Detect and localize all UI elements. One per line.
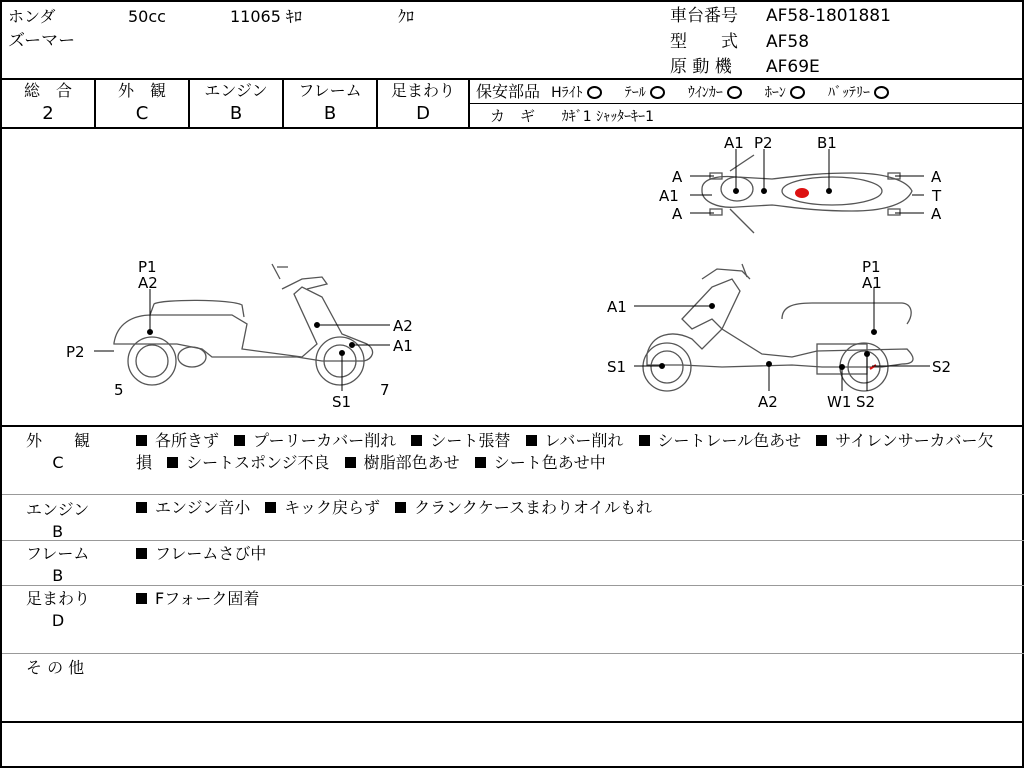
divider [2, 721, 1024, 723]
divider [470, 103, 1024, 104]
label-s1-right: S1 [607, 358, 627, 376]
displacement: 50cc [128, 7, 166, 26]
ok-circle-icon [874, 86, 889, 99]
label-s1-left: S1 [332, 393, 352, 411]
safety-item: ﾎｰﾝ [764, 85, 786, 101]
ok-circle-icon [650, 86, 665, 99]
label-s2-right: S2 [932, 358, 952, 376]
safety-item: ﾊﾞｯﾃﾘｰ [828, 85, 871, 101]
label-a1-right: A1 [607, 298, 627, 316]
model-code: AF58 [766, 32, 810, 52]
label-p1-left: P1 [138, 258, 157, 276]
model-label: 型 式 [670, 32, 738, 52]
grade-suspension: 足まわり D [378, 80, 470, 128]
divider [2, 540, 1024, 541]
label-a: A [931, 205, 942, 223]
section-engine-label: エンジン B [26, 500, 90, 541]
frame-no: AF58-1801881 [766, 6, 891, 26]
section-suspension-label: 足まわり D [26, 589, 91, 630]
section-exterior-label: 外 観 C [26, 431, 91, 472]
grade-frame: フレーム B [284, 80, 378, 128]
key-row [490, 106, 654, 127]
label-p2-left: P2 [66, 343, 85, 361]
grade-engine: エンジン B [190, 80, 284, 128]
label-b1-top: B1 [817, 134, 837, 152]
label-7: 7 [380, 381, 390, 399]
grade-exterior: 外 観 C [96, 80, 190, 128]
key-value: ｶｷﾞ1 ｼｬｯﾀｰｷｰ1 [561, 109, 655, 125]
model-name: ズーマー [8, 31, 76, 51]
divider [2, 425, 1024, 427]
mileage: 11065 ｷﾛ [230, 7, 302, 26]
label-a1-right: A1 [862, 274, 882, 292]
label-a1-top: A1 [724, 134, 744, 152]
frame-no-label: 車台番号 [670, 6, 738, 26]
label-a: A [672, 168, 683, 186]
maker: ホンダ [8, 7, 56, 26]
damage-diagram [2, 129, 1024, 425]
label-a: A [931, 168, 942, 186]
label-5: 5 [114, 381, 124, 399]
ok-circle-icon [790, 86, 805, 99]
label-a1: A1 [659, 187, 679, 205]
safety-item: ﾃｰﾙ [624, 85, 646, 101]
engine-label: 原 動 機 [670, 57, 732, 77]
safety-item: Hﾗｲﾄ [551, 85, 583, 101]
safety-row [476, 82, 889, 103]
damage-mark-icon [795, 188, 809, 198]
section-engine-notes: エンジン音小 キック戻らず クランクケースまわりオイルもれ [136, 497, 1016, 519]
key-label: カ ギ [490, 107, 536, 125]
label-t: T [932, 187, 942, 205]
grade-overall: 総 合 2 [2, 80, 96, 128]
divider [2, 494, 1024, 495]
label-a2-left: A2 [393, 317, 413, 335]
safety-item: ｳｲﾝｶｰ [687, 85, 723, 101]
section-frame-label: フレーム B [26, 544, 90, 585]
label-p2-top: P2 [754, 134, 773, 152]
section-frame-notes: フレームさび中 [136, 543, 1016, 565]
ok-circle-icon [727, 86, 742, 99]
label-a2-right: A2 [758, 393, 778, 411]
divider [2, 653, 1024, 654]
label-s2-right: S2 [856, 393, 876, 411]
label-a: A [672, 205, 683, 223]
section-other-label: そ の 他 [26, 658, 85, 677]
section-suspension-notes: Fフォーク固着 [136, 588, 1016, 610]
safety-label: 保安部品 [476, 82, 541, 101]
engine-code: AF69E [766, 57, 820, 77]
section-exterior-notes: 各所きず プーリーカバー削れ シート張替 レバー削れ シートレール色あせ サイレンサーカバー欠損 シートスポンジ不良 樹脂部色あせ シート色あせ中 [136, 431, 994, 472]
label-w1-right: W1 [827, 393, 852, 411]
divider [2, 585, 1024, 586]
label-a1-left: A1 [393, 337, 413, 355]
label-a2-left: A2 [138, 274, 158, 292]
label-p1-right: P1 [862, 258, 881, 276]
ok-circle-icon [587, 86, 602, 99]
color: ｸﾛ [398, 7, 415, 26]
